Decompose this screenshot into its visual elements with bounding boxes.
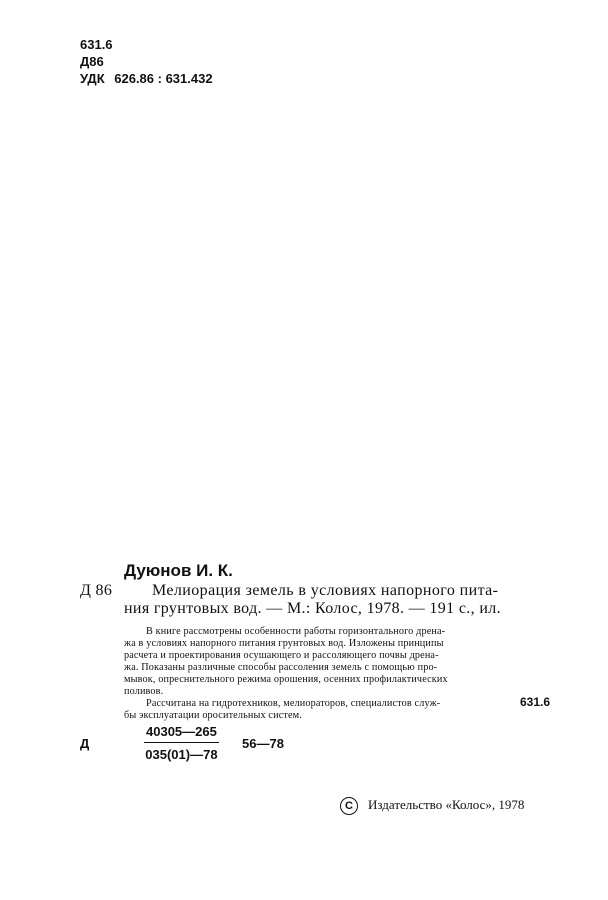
annotation-line: В книге рассмотрены особенности работы горизонтального дрена- [146, 626, 446, 637]
annotation-line: расчета и проектирования осушающего и рассоляющего почвы дрена- [124, 650, 439, 661]
copyright-icon: C [340, 797, 358, 815]
catalog-numerator: 40305—265 [144, 724, 219, 743]
copyright-text: Издательство «Колос», 1978 [368, 797, 525, 812]
catalog-denominator: 035(01)—78 [145, 747, 218, 762]
annotation-line: поливов. [124, 686, 164, 697]
title-line-1: Мелиорация земель в условиях напорного пита- [152, 582, 499, 599]
annotation [124, 626, 564, 722]
class-code-right: 631.6 [520, 695, 551, 709]
udk-line [80, 70, 213, 87]
classification-codes [80, 36, 213, 87]
author-name: Дуюнов И. К. [124, 561, 233, 580]
catalog-tail: 56—78 [242, 736, 284, 751]
annotation-line: мывок, опреснительного режима орошения, осенних профилактических [124, 674, 448, 685]
catalog-letter: Д [80, 736, 90, 751]
udk-label: УДК [80, 71, 105, 86]
audience-line: бы эксплуатации оросительных систем. [124, 710, 302, 721]
annotation-line: жа в условиях напорного питания грунтовых вод. Изложены принципы [124, 638, 444, 649]
copyright [340, 797, 524, 815]
title-line-2: ния грунтовых вод. — М.: Колос, 1978. — 191 с., ил. [124, 600, 501, 617]
catalog-fraction [144, 724, 219, 762]
catalog-index: Д 86 [80, 582, 113, 599]
author-mark: Д86 [80, 54, 104, 69]
udk-value: 626.86 : 631.432 [114, 71, 213, 86]
bbk-code: 631.6 [80, 37, 113, 52]
audience-line: Рассчитана на гидротехников, мелиораторов, специалистов служ- [146, 698, 441, 709]
audience-note [124, 698, 564, 722]
annotation-line: жа. Показаны различные способы рассоления земель с помощью про- [124, 662, 438, 673]
